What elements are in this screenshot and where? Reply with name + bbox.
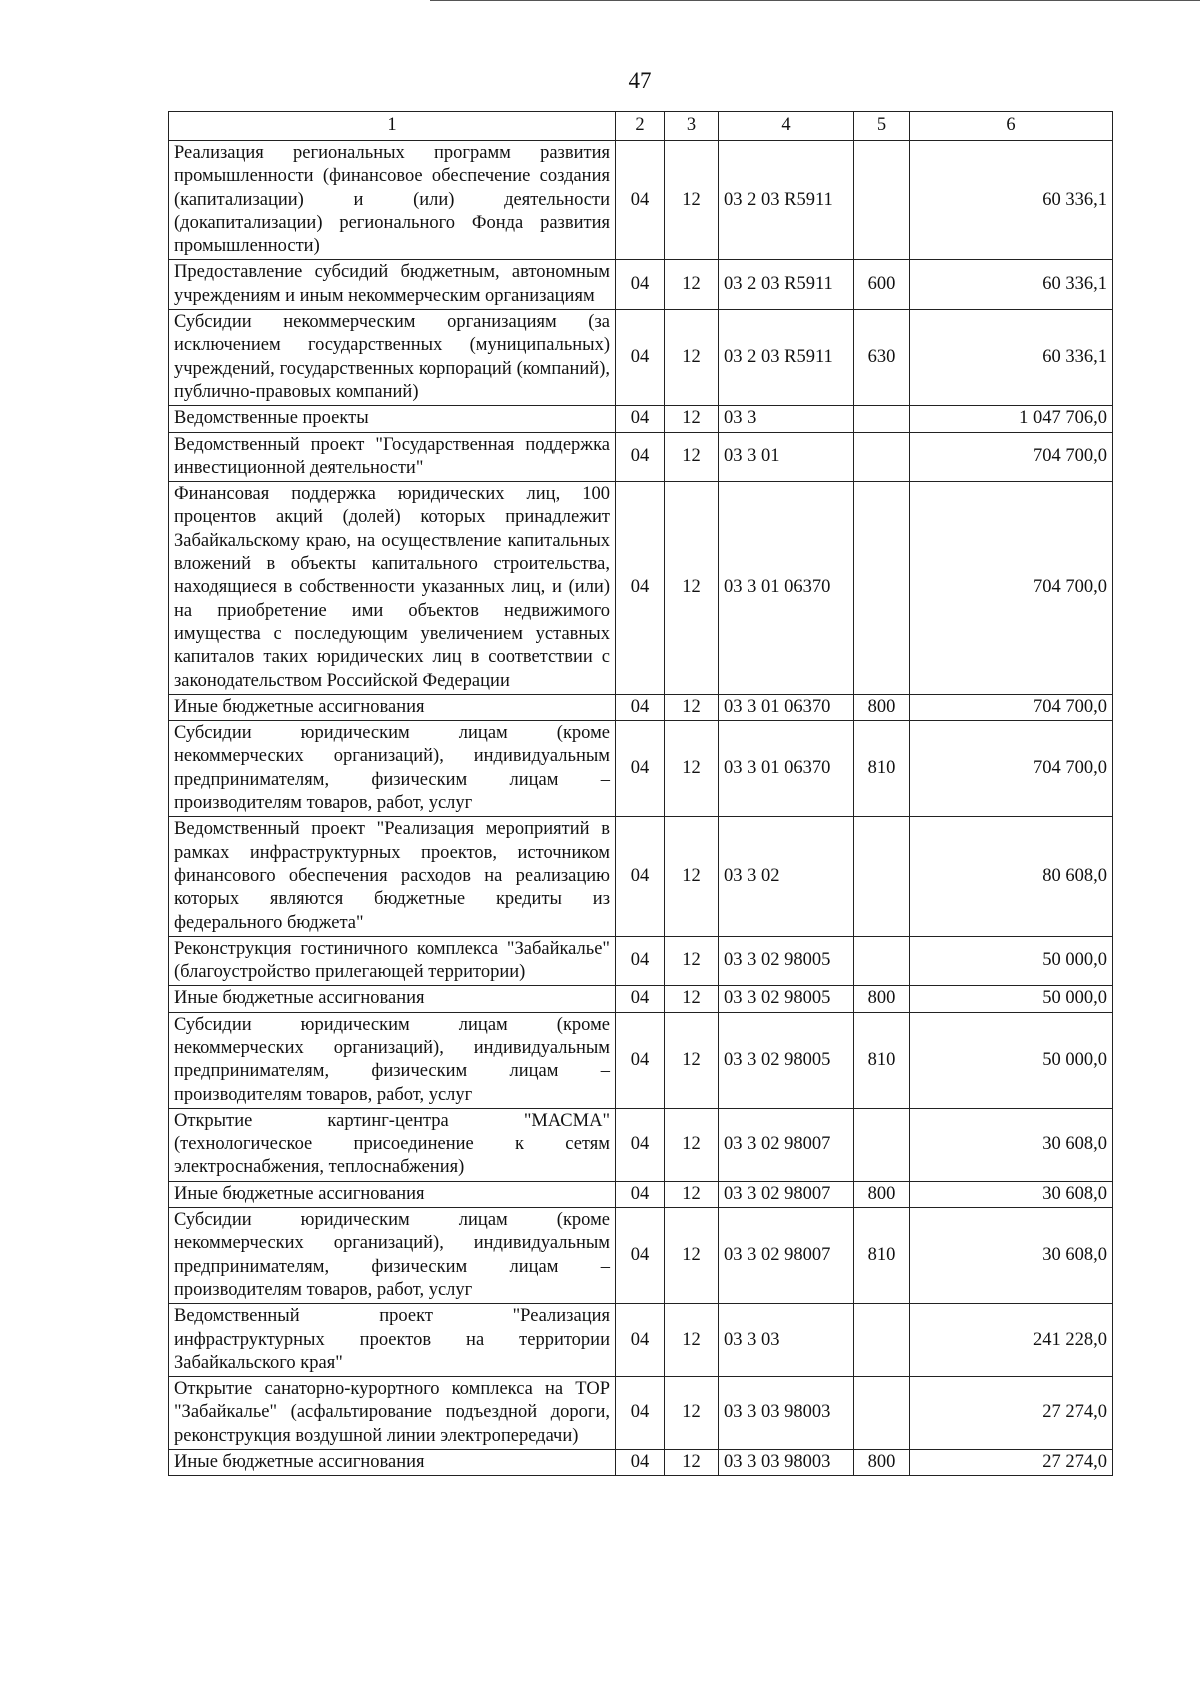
row-subsection-cell: 12 bbox=[665, 936, 719, 986]
header-col-3: 3 bbox=[665, 112, 719, 141]
header-col-1: 1 bbox=[169, 112, 616, 141]
row-target-code-cell: 03 3 02 98007 bbox=[719, 1108, 854, 1181]
row-name-cell: Субсидии юридическим лицам (кроме некоммерческих организаций), индивидуальным предпринимателям, физическим лицам – производителям товаров, работ, услуг bbox=[169, 1208, 616, 1304]
row-expense-type-cell: 810 bbox=[854, 721, 910, 817]
row-name-cell: Ведомственный проект "Реализация мероприятий в рамках инфраструктурных проектов, источником финансового обеспечения расходов на реализацию которых являются бюджетные кредиты из федерального бюджета" bbox=[169, 817, 616, 936]
row-section-cell: 04 bbox=[616, 260, 665, 310]
row-expense-type-cell bbox=[854, 1304, 910, 1377]
row-section-cell: 04 bbox=[616, 482, 665, 695]
row-expense-type-cell: 800 bbox=[854, 986, 910, 1012]
table-body bbox=[169, 141, 1113, 1476]
budget-table bbox=[168, 111, 1113, 1476]
row-subsection-cell: 12 bbox=[665, 141, 719, 260]
row-target-code-cell: 03 3 bbox=[719, 406, 854, 432]
header-col-4: 4 bbox=[719, 112, 854, 141]
page-number: 47 bbox=[628, 68, 652, 93]
row-section-cell: 04 bbox=[616, 432, 665, 482]
row-subsection-cell: 12 bbox=[665, 986, 719, 1012]
row-subsection-cell: 12 bbox=[665, 482, 719, 695]
row-section-cell: 04 bbox=[616, 1377, 665, 1450]
row-subsection-cell: 12 bbox=[665, 1208, 719, 1304]
row-section-cell: 04 bbox=[616, 310, 665, 406]
row-subsection-cell: 12 bbox=[665, 310, 719, 406]
row-expense-type-cell: 800 bbox=[854, 694, 910, 720]
row-subsection-cell: 12 bbox=[665, 1377, 719, 1450]
table-row bbox=[169, 482, 1113, 695]
row-target-code-cell: 03 3 02 98007 bbox=[719, 1208, 854, 1304]
row-target-code-cell: 03 3 02 bbox=[719, 817, 854, 936]
row-subsection-cell: 12 bbox=[665, 432, 719, 482]
header-row bbox=[169, 112, 1113, 141]
row-section-cell: 04 bbox=[616, 1108, 665, 1181]
table-row bbox=[169, 432, 1113, 482]
table-row bbox=[169, 406, 1113, 432]
row-subsection-cell: 12 bbox=[665, 260, 719, 310]
row-subsection-cell: 12 bbox=[665, 721, 719, 817]
row-section-cell: 04 bbox=[616, 986, 665, 1012]
row-section-cell: 04 bbox=[616, 1181, 665, 1207]
row-name-cell: Ведомственный проект "Государственная поддержка инвестиционной деятельности" bbox=[169, 432, 616, 482]
row-subsection-cell: 12 bbox=[665, 1108, 719, 1181]
row-name-cell: Ведомственный проект "Реализация инфраструктурных проектов на территории Забайкальского края" bbox=[169, 1304, 616, 1377]
row-target-code-cell: 03 3 02 98005 bbox=[719, 986, 854, 1012]
table-row bbox=[169, 817, 1113, 936]
row-expense-type-cell: 800 bbox=[854, 1181, 910, 1207]
row-subsection-cell: 12 bbox=[665, 1012, 719, 1108]
row-name-cell: Субсидии юридическим лицам (кроме некоммерческих организаций), индивидуальным предпринимателям, физическим лицам – производителям товаров, работ, услуг bbox=[169, 721, 616, 817]
row-amount-cell: 27 274,0 bbox=[910, 1377, 1113, 1450]
row-section-cell: 04 bbox=[616, 406, 665, 432]
row-subsection-cell: 12 bbox=[665, 1304, 719, 1377]
row-target-code-cell: 03 3 01 06370 bbox=[719, 482, 854, 695]
row-target-code-cell: 03 3 03 98003 bbox=[719, 1450, 854, 1476]
row-expense-type-cell: 600 bbox=[854, 260, 910, 310]
row-amount-cell: 1 047 706,0 bbox=[910, 406, 1113, 432]
row-target-code-cell: 03 3 03 98003 bbox=[719, 1377, 854, 1450]
row-section-cell: 04 bbox=[616, 721, 665, 817]
row-target-code-cell: 03 2 03 R5911 bbox=[719, 310, 854, 406]
row-section-cell: 04 bbox=[616, 141, 665, 260]
table-row bbox=[169, 141, 1113, 260]
row-amount-cell: 704 700,0 bbox=[910, 432, 1113, 482]
row-expense-type-cell bbox=[854, 936, 910, 986]
row-amount-cell: 80 608,0 bbox=[910, 817, 1113, 936]
row-expense-type-cell bbox=[854, 817, 910, 936]
row-amount-cell: 27 274,0 bbox=[910, 1450, 1113, 1476]
row-name-cell: Иные бюджетные ассигнования bbox=[169, 1181, 616, 1207]
table-row bbox=[169, 310, 1113, 406]
row-name-cell: Иные бюджетные ассигнования bbox=[169, 1450, 616, 1476]
row-expense-type-cell bbox=[854, 1108, 910, 1181]
row-section-cell: 04 bbox=[616, 936, 665, 986]
table-row bbox=[169, 986, 1113, 1012]
row-name-cell: Реконструкция гостиничного комплекса "Забайкалье" (благоустройство прилегающей территории) bbox=[169, 936, 616, 986]
row-amount-cell: 704 700,0 bbox=[910, 482, 1113, 695]
row-target-code-cell: 03 3 01 bbox=[719, 432, 854, 482]
header-col-6: 6 bbox=[910, 112, 1113, 141]
row-target-code-cell: 03 3 02 98005 bbox=[719, 1012, 854, 1108]
row-subsection-cell: 12 bbox=[665, 406, 719, 432]
row-amount-cell: 30 608,0 bbox=[910, 1208, 1113, 1304]
table-row bbox=[169, 1377, 1113, 1450]
row-name-cell: Ведомственные проекты bbox=[169, 406, 616, 432]
row-name-cell: Предоставление субсидий бюджетным, автономным учреждениям и иным некоммерческим организациям bbox=[169, 260, 616, 310]
header-col-5: 5 bbox=[854, 112, 910, 141]
row-expense-type-cell: 810 bbox=[854, 1012, 910, 1108]
table-row bbox=[169, 1304, 1113, 1377]
row-expense-type-cell bbox=[854, 406, 910, 432]
row-name-cell: Финансовая поддержка юридических лиц, 100 процентов акций (долей) которых принадлежит Забайкальскому краю, на осуществление капитальных вложений в объекты капитального строительства, находящиеся в собственности указанных лиц, и (или) на приобретение ими объектов недвижимого имущества с последующим увеличением уставных капиталов таких юридических лиц в соответствии с законодательством Российской Федерации bbox=[169, 482, 616, 695]
row-amount-cell: 30 608,0 bbox=[910, 1108, 1113, 1181]
row-amount-cell: 241 228,0 bbox=[910, 1304, 1113, 1377]
row-target-code-cell: 03 3 02 98005 bbox=[719, 936, 854, 986]
row-amount-cell: 60 336,1 bbox=[910, 141, 1113, 260]
table-row bbox=[169, 694, 1113, 720]
row-amount-cell: 30 608,0 bbox=[910, 1181, 1113, 1207]
row-section-cell: 04 bbox=[616, 817, 665, 936]
row-amount-cell: 50 000,0 bbox=[910, 936, 1113, 986]
table-row bbox=[169, 1208, 1113, 1304]
row-subsection-cell: 12 bbox=[665, 1450, 719, 1476]
row-section-cell: 04 bbox=[616, 694, 665, 720]
row-target-code-cell: 03 3 01 06370 bbox=[719, 694, 854, 720]
row-amount-cell: 60 336,1 bbox=[910, 260, 1113, 310]
row-amount-cell: 50 000,0 bbox=[910, 986, 1113, 1012]
row-subsection-cell: 12 bbox=[665, 694, 719, 720]
table-row bbox=[169, 721, 1113, 817]
row-expense-type-cell bbox=[854, 432, 910, 482]
row-section-cell: 04 bbox=[616, 1304, 665, 1377]
row-section-cell: 04 bbox=[616, 1450, 665, 1476]
row-expense-type-cell: 810 bbox=[854, 1208, 910, 1304]
row-amount-cell: 704 700,0 bbox=[910, 721, 1113, 817]
row-target-code-cell: 03 2 03 R5911 bbox=[719, 260, 854, 310]
row-name-cell: Иные бюджетные ассигнования bbox=[169, 986, 616, 1012]
row-expense-type-cell bbox=[854, 141, 910, 260]
row-expense-type-cell: 800 bbox=[854, 1450, 910, 1476]
row-section-cell: 04 bbox=[616, 1208, 665, 1304]
row-section-cell: 04 bbox=[616, 1012, 665, 1108]
row-expense-type-cell: 630 bbox=[854, 310, 910, 406]
row-target-code-cell: 03 3 01 06370 bbox=[719, 721, 854, 817]
table-row bbox=[169, 1108, 1113, 1181]
row-name-cell: Открытие санаторно-курортного комплекса на ТОР "Забайкалье" (асфальтирование подъездной дороги, реконструкция воздушной линии электропередачи) bbox=[169, 1377, 616, 1450]
table-row bbox=[169, 1450, 1113, 1476]
row-target-code-cell: 03 2 03 R5911 bbox=[719, 141, 854, 260]
scan-top-rule bbox=[430, 0, 1200, 1]
row-name-cell: Субсидии некоммерческим организациям (за исключением государственных (муниципальных) учреждений, государственных корпораций (компаний), публично-правовых компаний) bbox=[169, 310, 616, 406]
row-name-cell: Иные бюджетные ассигнования bbox=[169, 694, 616, 720]
row-name-cell: Реализация региональных программ развития промышленности (финансовое обеспечение создания (капитализации) и (или) деятельности (докапитализации) регионального Фонда развития промышленности) bbox=[169, 141, 616, 260]
row-target-code-cell: 03 3 03 bbox=[719, 1304, 854, 1377]
table-row bbox=[169, 1012, 1113, 1108]
table-row bbox=[169, 1181, 1113, 1207]
header-col-2: 2 bbox=[616, 112, 665, 141]
row-expense-type-cell bbox=[854, 1377, 910, 1450]
row-amount-cell: 50 000,0 bbox=[910, 1012, 1113, 1108]
table-row bbox=[169, 936, 1113, 986]
row-amount-cell: 60 336,1 bbox=[910, 310, 1113, 406]
row-subsection-cell: 12 bbox=[665, 817, 719, 936]
row-expense-type-cell bbox=[854, 482, 910, 695]
row-subsection-cell: 12 bbox=[665, 1181, 719, 1207]
row-name-cell: Субсидии юридическим лицам (кроме некоммерческих организаций), индивидуальным предпринимателям, физическим лицам – производителям товаров, работ, услуг bbox=[169, 1012, 616, 1108]
row-name-cell: Открытие картинг-центра "МАСМА" (технологическое присоединение к сетям электроснабжения, теплоснабжения) bbox=[169, 1108, 616, 1181]
table-row bbox=[169, 260, 1113, 310]
row-amount-cell: 704 700,0 bbox=[910, 694, 1113, 720]
row-target-code-cell: 03 3 02 98007 bbox=[719, 1181, 854, 1207]
